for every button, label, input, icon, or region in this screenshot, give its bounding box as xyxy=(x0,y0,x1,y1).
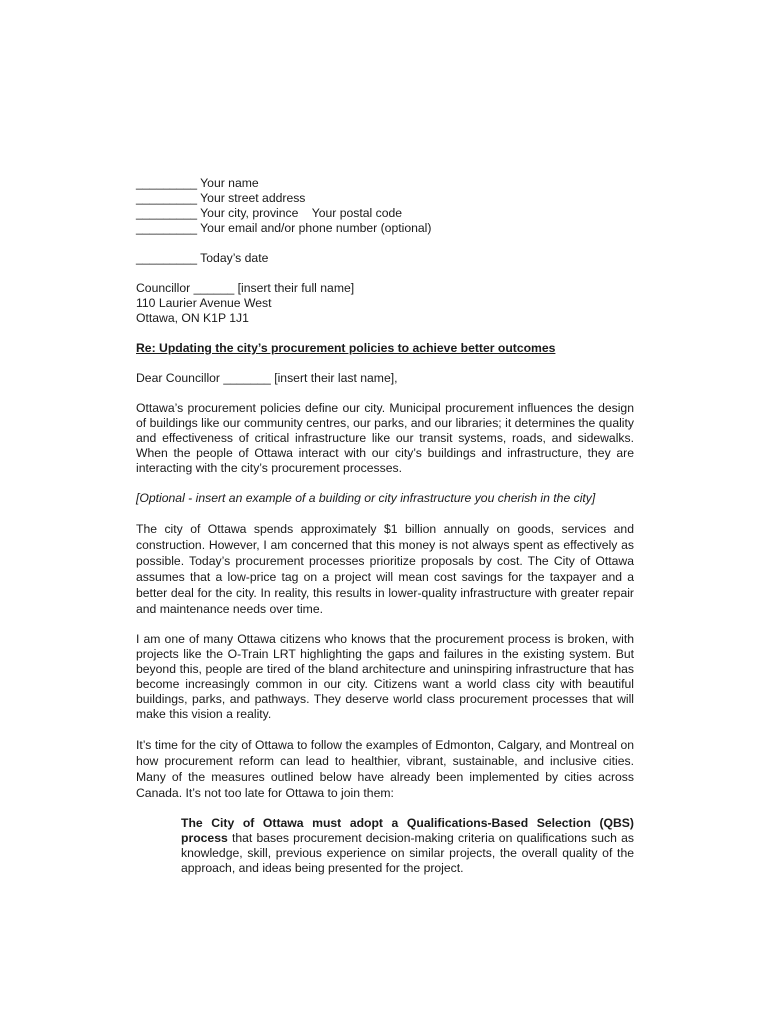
sender-contact: _________ Your email and/or phone number (optional) xyxy=(136,221,432,235)
recipient-city: Ottawa, ON K1P 1J1 xyxy=(136,311,249,325)
optional-note: [Optional - insert an example of a building or city infrastructure you cherish in the city] xyxy=(136,491,596,505)
paragraph-spending: The city of Ottawa spends approximately $1 billion annually on goods, services and construction. However, I am concerned that this money is not always spent as effectively as possible. Today’s procurement processes prioritize proposals by cost. The City of Ottawa assumes that a low-price tag on a project will mean cost savings for the taxpayer and a better deal for the city. In reality, this results in lower-quality infrastructure with greater repair and maintenance needs over time. xyxy=(136,522,634,616)
paragraph-intro: Ottawa’s procurement policies define our city. Municipal procurement influences the design of buildings like our community centres, our parks, and our libraries; it determines the quality and effectiveness of critical infrastructure like our transit systems, roads, and sidewalks. When the people of Ottawa interact with our city’s buildings and infrastructure, they are interacting with the city’s procurement processes. xyxy=(136,401,634,475)
sender-street: _________ Your street address xyxy=(136,191,306,205)
letter-date: _________ Today’s date xyxy=(136,251,269,265)
letter-body xyxy=(136,176,634,876)
subject-line: Re: Updating the city’s procurement policies to achieve better outcomes xyxy=(136,341,556,355)
measure-qbs-text: that bases procurement decision-making criteria on qualifications such as knowledge, skill, previous experience on similar projects, the overall quality of the approach, and ideas being presented for the project. xyxy=(181,831,634,875)
recipient-block xyxy=(136,281,634,326)
recipient-name: Councillor ______ [insert their full name] xyxy=(136,281,355,295)
measure-qbs xyxy=(181,816,634,876)
sender-name: _________ Your name xyxy=(136,176,259,190)
salutation: Dear Councillor _______ [insert their last name], xyxy=(136,371,398,385)
sender-city: _________ Your city, province Your postal code xyxy=(136,206,403,220)
recipient-street: 110 Laurier Avenue West xyxy=(136,296,272,310)
sender-block xyxy=(136,176,634,236)
paragraph-call-to-action: It’s time for the city of Ottawa to follow the examples of Edmonton, Calgary, and Montreal on how procurement reform can lead to healthier, vibrant, sustainable, and inclusive cities. Many of the measures outlined below have already been implemented by cities across Canada. It’s not too late for Ottawa to join them: xyxy=(136,738,634,800)
paragraph-broken-process: I am one of many Ottawa citizens who knows that the procurement process is broken, with projects like the O-Train LRT highlighting the gaps and failures in the existing system. But beyond this, people are tired of the bland architecture and uninspiring infrastructure that has become increasingly common in our city. Citizens want a world class city with beautiful buildings, parks, and pathways. They deserve world class procurement processes that will make this vision a reality. xyxy=(136,632,634,721)
measure-qbs-title: The City of Ottawa must adopt a Qualifications-Based Selection (QBS) process xyxy=(181,816,634,845)
